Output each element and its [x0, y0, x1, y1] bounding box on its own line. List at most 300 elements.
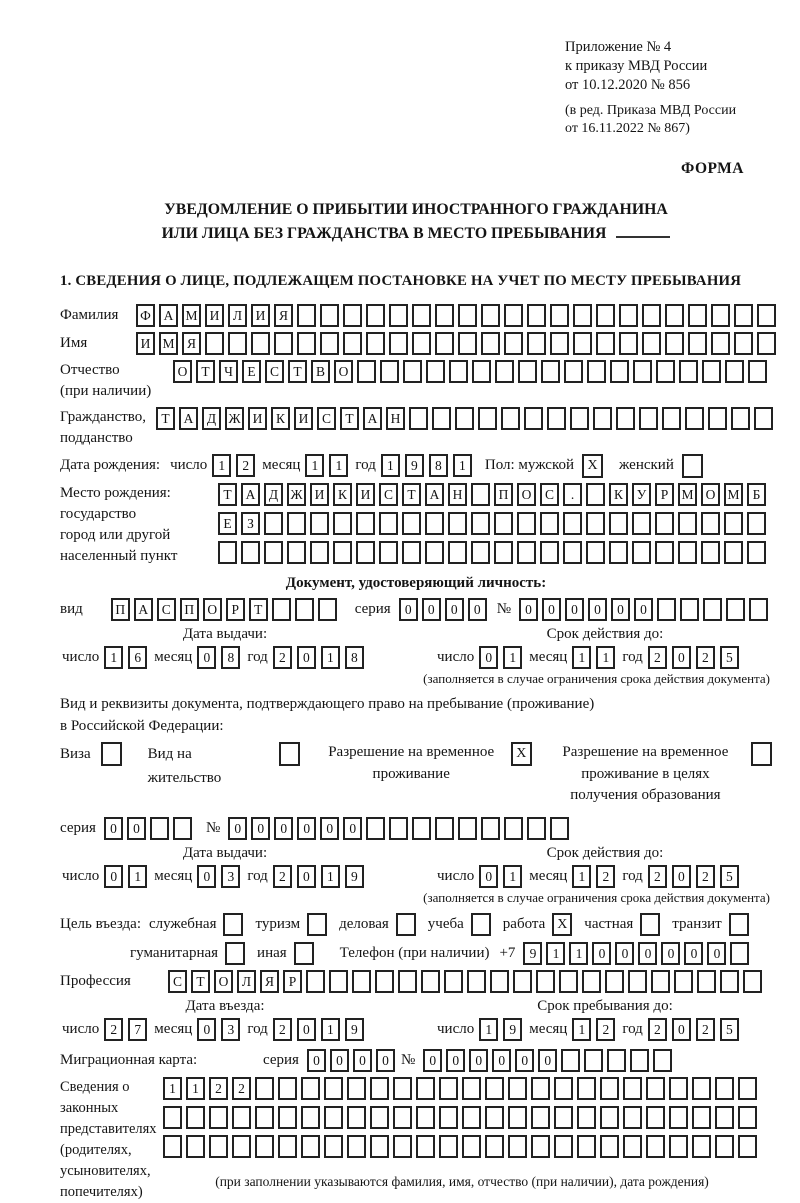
- char-cell[interactable]: [711, 332, 730, 355]
- char-cell[interactable]: И: [248, 407, 267, 430]
- char-cell[interactable]: Т: [196, 360, 215, 383]
- char-cell[interactable]: [205, 332, 224, 355]
- char-cell[interactable]: [559, 970, 578, 993]
- char-cell[interactable]: [554, 1077, 573, 1100]
- char-cell[interactable]: 0: [446, 1049, 465, 1072]
- char-cell[interactable]: К: [333, 483, 352, 506]
- char-cell[interactable]: [582, 970, 601, 993]
- option-checkbox[interactable]: [307, 913, 327, 936]
- char-cell[interactable]: [287, 541, 306, 564]
- char-cell[interactable]: [651, 970, 670, 993]
- char-cell[interactable]: 1: [572, 865, 591, 888]
- char-cell[interactable]: [726, 598, 745, 621]
- char-cell[interactable]: [310, 512, 329, 535]
- char-cell[interactable]: Т: [218, 483, 237, 506]
- char-cell[interactable]: [501, 407, 520, 430]
- char-cell[interactable]: [550, 304, 569, 327]
- char-cell[interactable]: [730, 942, 749, 965]
- char-cell[interactable]: О: [334, 360, 353, 383]
- char-cell[interactable]: [375, 970, 394, 993]
- char-cell[interactable]: [287, 512, 306, 535]
- char-cell[interactable]: Т: [191, 970, 210, 993]
- char-cell[interactable]: [370, 1135, 389, 1158]
- sex-female-checkbox[interactable]: [682, 454, 703, 478]
- char-cell[interactable]: [301, 1077, 320, 1100]
- char-cell[interactable]: [518, 360, 537, 383]
- char-cell[interactable]: [402, 512, 421, 535]
- char-cell[interactable]: [426, 360, 445, 383]
- char-cell[interactable]: [646, 1077, 665, 1100]
- char-cell[interactable]: [333, 512, 352, 535]
- char-cell[interactable]: С: [265, 360, 284, 383]
- char-cell[interactable]: [678, 541, 697, 564]
- char-cell[interactable]: 0: [104, 817, 123, 840]
- char-cell[interactable]: 0: [297, 865, 316, 888]
- char-cell[interactable]: [458, 304, 477, 327]
- option-checkbox[interactable]: X: [552, 913, 572, 936]
- char-cell[interactable]: 0: [469, 1049, 488, 1072]
- char-cell[interactable]: [513, 970, 532, 993]
- char-cell[interactable]: [324, 1135, 343, 1158]
- char-cell[interactable]: [596, 304, 615, 327]
- char-cell[interactable]: [679, 360, 698, 383]
- char-cell[interactable]: С: [317, 407, 336, 430]
- char-cell[interactable]: Л: [237, 970, 256, 993]
- char-cell[interactable]: 9: [345, 1018, 364, 1041]
- char-cell[interactable]: [379, 512, 398, 535]
- char-cell[interactable]: Р: [226, 598, 245, 621]
- char-cell[interactable]: 0: [297, 646, 316, 669]
- char-cell[interactable]: 0: [274, 817, 293, 840]
- char-cell[interactable]: 2: [232, 1077, 251, 1100]
- char-cell[interactable]: [370, 1077, 389, 1100]
- char-cell[interactable]: [623, 1106, 642, 1129]
- char-cell[interactable]: Я: [260, 970, 279, 993]
- char-cell[interactable]: [444, 970, 463, 993]
- char-cell[interactable]: [703, 598, 722, 621]
- char-cell[interactable]: [630, 1049, 649, 1072]
- char-cell[interactable]: 1: [163, 1077, 182, 1100]
- char-cell[interactable]: [656, 360, 675, 383]
- char-cell[interactable]: 1: [569, 942, 588, 965]
- char-cell[interactable]: М: [678, 483, 697, 506]
- char-cell[interactable]: 2: [696, 1018, 715, 1041]
- char-cell[interactable]: [586, 512, 605, 535]
- char-cell[interactable]: [333, 541, 352, 564]
- char-cell[interactable]: [586, 483, 605, 506]
- char-cell[interactable]: 1: [104, 646, 123, 669]
- char-cell[interactable]: [600, 1077, 619, 1100]
- char-cell[interactable]: [527, 332, 546, 355]
- char-cell[interactable]: А: [179, 407, 198, 430]
- char-cell[interactable]: [642, 304, 661, 327]
- char-cell[interactable]: [715, 1135, 734, 1158]
- char-cell[interactable]: [508, 1135, 527, 1158]
- char-cell[interactable]: О: [203, 598, 222, 621]
- char-cell[interactable]: [163, 1106, 182, 1129]
- char-cell[interactable]: [504, 332, 523, 355]
- char-cell[interactable]: [573, 332, 592, 355]
- char-cell[interactable]: [393, 1077, 412, 1100]
- char-cell[interactable]: 3: [221, 1018, 240, 1041]
- char-cell[interactable]: [393, 1135, 412, 1158]
- char-cell[interactable]: [734, 332, 753, 355]
- char-cell[interactable]: 1: [453, 454, 472, 477]
- char-cell[interactable]: [702, 360, 721, 383]
- char-cell[interactable]: 2: [236, 454, 255, 477]
- char-cell[interactable]: 2: [273, 865, 292, 888]
- char-cell[interactable]: [398, 970, 417, 993]
- char-cell[interactable]: И: [310, 483, 329, 506]
- char-cell[interactable]: 1: [128, 865, 147, 888]
- char-cell[interactable]: [481, 817, 500, 840]
- char-cell[interactable]: [389, 332, 408, 355]
- char-cell[interactable]: [531, 1135, 550, 1158]
- char-cell[interactable]: [657, 598, 676, 621]
- char-cell[interactable]: [616, 407, 635, 430]
- char-cell[interactable]: [610, 360, 629, 383]
- char-cell[interactable]: [425, 541, 444, 564]
- char-cell[interactable]: 0: [197, 865, 216, 888]
- char-cell[interactable]: [366, 304, 385, 327]
- char-cell[interactable]: [448, 541, 467, 564]
- option-checkbox[interactable]: [471, 913, 491, 936]
- char-cell[interactable]: 0: [538, 1049, 557, 1072]
- char-cell[interactable]: [504, 304, 523, 327]
- char-cell[interactable]: [356, 541, 375, 564]
- char-cell[interactable]: [278, 1077, 297, 1100]
- char-cell[interactable]: [324, 1077, 343, 1100]
- char-cell[interactable]: [295, 598, 314, 621]
- char-cell[interactable]: [531, 1106, 550, 1129]
- char-cell[interactable]: 2: [596, 865, 615, 888]
- char-cell[interactable]: 1: [321, 1018, 340, 1041]
- char-cell[interactable]: [554, 1106, 573, 1129]
- char-cell[interactable]: С: [157, 598, 176, 621]
- char-cell[interactable]: Т: [340, 407, 359, 430]
- char-cell[interactable]: [449, 360, 468, 383]
- char-cell[interactable]: [738, 1135, 757, 1158]
- char-cell[interactable]: [347, 1106, 366, 1129]
- char-cell[interactable]: У: [632, 483, 651, 506]
- char-cell[interactable]: С: [379, 483, 398, 506]
- char-cell[interactable]: [478, 407, 497, 430]
- char-cell[interactable]: 3: [221, 865, 240, 888]
- char-cell[interactable]: [619, 304, 638, 327]
- char-cell[interactable]: 0: [399, 598, 418, 621]
- char-cell[interactable]: [255, 1077, 274, 1100]
- char-cell[interactable]: 0: [542, 598, 561, 621]
- char-cell[interactable]: 8: [345, 646, 364, 669]
- char-cell[interactable]: [646, 1106, 665, 1129]
- char-cell[interactable]: 1: [212, 454, 231, 477]
- char-cell[interactable]: [623, 1077, 642, 1100]
- char-cell[interactable]: [541, 360, 560, 383]
- char-cell[interactable]: [218, 541, 237, 564]
- char-cell[interactable]: [688, 332, 707, 355]
- char-cell[interactable]: 0: [672, 865, 691, 888]
- char-cell[interactable]: [241, 541, 260, 564]
- char-cell[interactable]: И: [294, 407, 313, 430]
- char-cell[interactable]: [540, 541, 559, 564]
- char-cell[interactable]: 1: [596, 646, 615, 669]
- char-cell[interactable]: 1: [503, 646, 522, 669]
- char-cell[interactable]: [527, 304, 546, 327]
- char-cell[interactable]: 2: [696, 865, 715, 888]
- char-cell[interactable]: [633, 360, 652, 383]
- char-cell[interactable]: [494, 512, 513, 535]
- char-cell[interactable]: [403, 360, 422, 383]
- char-cell[interactable]: 0: [330, 1049, 349, 1072]
- char-cell[interactable]: [757, 332, 776, 355]
- char-cell[interactable]: [547, 407, 566, 430]
- char-cell[interactable]: К: [609, 483, 628, 506]
- char-cell[interactable]: [471, 483, 490, 506]
- char-cell[interactable]: [653, 1049, 672, 1072]
- char-cell[interactable]: 0: [479, 646, 498, 669]
- char-cell[interactable]: 0: [353, 1049, 372, 1072]
- char-cell[interactable]: 0: [423, 1049, 442, 1072]
- char-cell[interactable]: [173, 817, 192, 840]
- char-cell[interactable]: [347, 1077, 366, 1100]
- char-cell[interactable]: [343, 304, 362, 327]
- option-checkbox[interactable]: [396, 913, 416, 936]
- char-cell[interactable]: 1: [572, 1018, 591, 1041]
- char-cell[interactable]: [724, 512, 743, 535]
- char-cell[interactable]: [584, 1049, 603, 1072]
- char-cell[interactable]: [665, 304, 684, 327]
- char-cell[interactable]: [462, 1077, 481, 1100]
- char-cell[interactable]: [692, 1106, 711, 1129]
- char-cell[interactable]: [536, 970, 555, 993]
- char-cell[interactable]: [754, 407, 773, 430]
- char-cell[interactable]: [540, 512, 559, 535]
- char-cell[interactable]: [734, 304, 753, 327]
- char-cell[interactable]: [570, 407, 589, 430]
- char-cell[interactable]: [421, 970, 440, 993]
- char-cell[interactable]: О: [701, 483, 720, 506]
- char-cell[interactable]: [409, 407, 428, 430]
- char-cell[interactable]: 5: [720, 646, 739, 669]
- char-cell[interactable]: 0: [307, 1049, 326, 1072]
- char-cell[interactable]: [586, 541, 605, 564]
- char-cell[interactable]: [720, 970, 739, 993]
- char-cell[interactable]: 0: [251, 817, 270, 840]
- char-cell[interactable]: 1: [305, 454, 324, 477]
- char-cell[interactable]: [255, 1106, 274, 1129]
- char-cell[interactable]: [471, 541, 490, 564]
- char-cell[interactable]: [577, 1106, 596, 1129]
- char-cell[interactable]: [495, 360, 514, 383]
- char-cell[interactable]: [458, 817, 477, 840]
- char-cell[interactable]: [301, 1106, 320, 1129]
- char-cell[interactable]: И: [205, 304, 224, 327]
- char-cell[interactable]: Т: [156, 407, 175, 430]
- char-cell[interactable]: 9: [405, 454, 424, 477]
- char-cell[interactable]: [527, 817, 546, 840]
- char-cell[interactable]: [448, 512, 467, 535]
- char-cell[interactable]: [749, 598, 768, 621]
- char-cell[interactable]: 0: [638, 942, 657, 965]
- char-cell[interactable]: [232, 1106, 251, 1129]
- char-cell[interactable]: 9: [503, 1018, 522, 1041]
- char-cell[interactable]: М: [159, 332, 178, 355]
- char-cell[interactable]: П: [180, 598, 199, 621]
- char-cell[interactable]: [320, 332, 339, 355]
- char-cell[interactable]: [600, 1135, 619, 1158]
- char-cell[interactable]: [310, 541, 329, 564]
- char-cell[interactable]: [517, 541, 536, 564]
- char-cell[interactable]: [435, 332, 454, 355]
- char-cell[interactable]: О: [517, 483, 536, 506]
- char-cell[interactable]: [439, 1077, 458, 1100]
- char-cell[interactable]: Р: [283, 970, 302, 993]
- char-cell[interactable]: 6: [128, 646, 147, 669]
- char-cell[interactable]: [472, 360, 491, 383]
- temp-residence-checkbox[interactable]: X: [511, 742, 532, 766]
- char-cell[interactable]: [524, 407, 543, 430]
- char-cell[interactable]: [600, 1106, 619, 1129]
- char-cell[interactable]: 0: [422, 598, 441, 621]
- char-cell[interactable]: [619, 332, 638, 355]
- char-cell[interactable]: [278, 1135, 297, 1158]
- char-cell[interactable]: Д: [264, 483, 283, 506]
- char-cell[interactable]: [370, 1106, 389, 1129]
- char-cell[interactable]: [554, 1135, 573, 1158]
- char-cell[interactable]: 0: [197, 1018, 216, 1041]
- char-cell[interactable]: Р: [655, 483, 674, 506]
- char-cell[interactable]: 2: [648, 646, 667, 669]
- char-cell[interactable]: [692, 1077, 711, 1100]
- char-cell[interactable]: [343, 332, 362, 355]
- char-cell[interactable]: 5: [720, 865, 739, 888]
- char-cell[interactable]: [738, 1077, 757, 1100]
- sex-male-checkbox[interactable]: X: [582, 454, 603, 478]
- char-cell[interactable]: [605, 970, 624, 993]
- char-cell[interactable]: [150, 817, 169, 840]
- char-cell[interactable]: [412, 817, 431, 840]
- char-cell[interactable]: 1: [381, 454, 400, 477]
- char-cell[interactable]: [435, 817, 454, 840]
- char-cell[interactable]: [609, 541, 628, 564]
- char-cell[interactable]: 0: [297, 817, 316, 840]
- char-cell[interactable]: 0: [634, 598, 653, 621]
- char-cell[interactable]: [356, 512, 375, 535]
- char-cell[interactable]: [379, 541, 398, 564]
- char-cell[interactable]: [577, 1077, 596, 1100]
- char-cell[interactable]: Т: [402, 483, 421, 506]
- char-cell[interactable]: А: [159, 304, 178, 327]
- char-cell[interactable]: [715, 1077, 734, 1100]
- char-cell[interactable]: [607, 1049, 626, 1072]
- char-cell[interactable]: [632, 512, 651, 535]
- char-cell[interactable]: П: [111, 598, 130, 621]
- char-cell[interactable]: [416, 1135, 435, 1158]
- char-cell[interactable]: 7: [128, 1018, 147, 1041]
- char-cell[interactable]: [329, 970, 348, 993]
- char-cell[interactable]: [389, 304, 408, 327]
- char-cell[interactable]: 2: [596, 1018, 615, 1041]
- option-checkbox[interactable]: [729, 913, 749, 936]
- char-cell[interactable]: 0: [320, 817, 339, 840]
- char-cell[interactable]: [272, 598, 291, 621]
- char-cell[interactable]: 0: [197, 646, 216, 669]
- char-cell[interactable]: [402, 541, 421, 564]
- char-cell[interactable]: [593, 407, 612, 430]
- char-cell[interactable]: И: [136, 332, 155, 355]
- char-cell[interactable]: [573, 304, 592, 327]
- char-cell[interactable]: [380, 360, 399, 383]
- char-cell[interactable]: [655, 541, 674, 564]
- char-cell[interactable]: 1: [503, 865, 522, 888]
- char-cell[interactable]: [692, 1135, 711, 1158]
- char-cell[interactable]: [347, 1135, 366, 1158]
- char-cell[interactable]: Ж: [287, 483, 306, 506]
- char-cell[interactable]: [688, 304, 707, 327]
- char-cell[interactable]: [494, 541, 513, 564]
- char-cell[interactable]: [550, 817, 569, 840]
- char-cell[interactable]: Я: [182, 332, 201, 355]
- char-cell[interactable]: [646, 1135, 665, 1158]
- char-cell[interactable]: [481, 332, 500, 355]
- char-cell[interactable]: [462, 1106, 481, 1129]
- char-cell[interactable]: [297, 332, 316, 355]
- char-cell[interactable]: Д: [202, 407, 221, 430]
- char-cell[interactable]: [669, 1106, 688, 1129]
- char-cell[interactable]: [209, 1135, 228, 1158]
- option-checkbox[interactable]: [640, 913, 660, 936]
- char-cell[interactable]: [747, 541, 766, 564]
- char-cell[interactable]: 9: [523, 942, 542, 965]
- char-cell[interactable]: [628, 970, 647, 993]
- char-cell[interactable]: 2: [209, 1077, 228, 1100]
- char-cell[interactable]: М: [724, 483, 743, 506]
- char-cell[interactable]: [747, 512, 766, 535]
- char-cell[interactable]: [485, 1106, 504, 1129]
- char-cell[interactable]: [485, 1077, 504, 1100]
- char-cell[interactable]: 2: [648, 865, 667, 888]
- char-cell[interactable]: [416, 1106, 435, 1129]
- char-cell[interactable]: [318, 598, 337, 621]
- char-cell[interactable]: [680, 598, 699, 621]
- char-cell[interactable]: Н: [386, 407, 405, 430]
- char-cell[interactable]: 0: [127, 817, 146, 840]
- char-cell[interactable]: [301, 1135, 320, 1158]
- residence-permit-checkbox[interactable]: [279, 742, 300, 766]
- char-cell[interactable]: [517, 512, 536, 535]
- char-cell[interactable]: О: [214, 970, 233, 993]
- char-cell[interactable]: Т: [249, 598, 268, 621]
- char-cell[interactable]: [563, 512, 582, 535]
- char-cell[interactable]: [697, 970, 716, 993]
- char-cell[interactable]: Ж: [225, 407, 244, 430]
- char-cell[interactable]: [439, 1106, 458, 1129]
- char-cell[interactable]: [264, 512, 283, 535]
- char-cell[interactable]: И: [356, 483, 375, 506]
- char-cell[interactable]: О: [173, 360, 192, 383]
- char-cell[interactable]: [711, 304, 730, 327]
- char-cell[interactable]: [655, 512, 674, 535]
- char-cell[interactable]: [209, 1106, 228, 1129]
- char-cell[interactable]: [251, 332, 270, 355]
- char-cell[interactable]: 0: [707, 942, 726, 965]
- option-checkbox[interactable]: [223, 913, 243, 936]
- char-cell[interactable]: [186, 1135, 205, 1158]
- char-cell[interactable]: [297, 304, 316, 327]
- char-cell[interactable]: 0: [468, 598, 487, 621]
- char-cell[interactable]: А: [425, 483, 444, 506]
- char-cell[interactable]: 2: [273, 646, 292, 669]
